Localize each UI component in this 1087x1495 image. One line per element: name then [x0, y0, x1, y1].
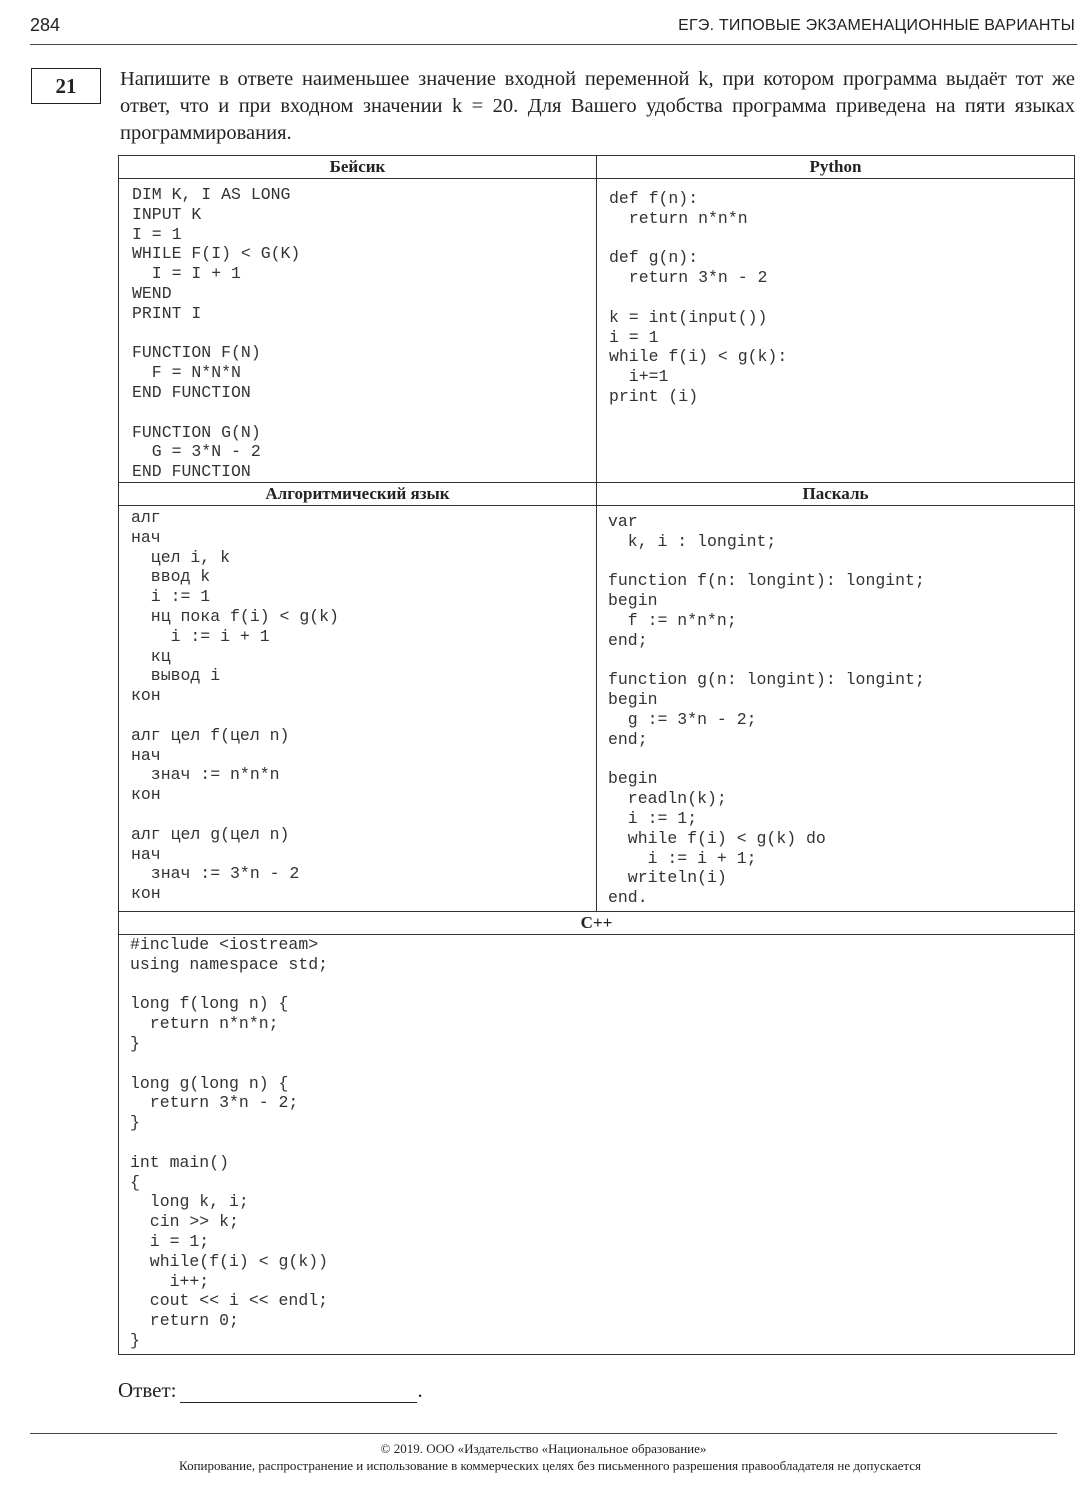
basic-code: DIM K, I AS LONG INPUT K I = 1 WHILE F(I) < G(K) I = I + 1 WEND PRINT I FUNCTION F(N) F = N*N*N END FUNCTION FUNCTION G(N) G = 3*N - 2 END FUNCTION: [132, 185, 301, 482]
python-code: def f(n): return n*n*n def g(n): return 3*n - 2 k = int(input()) i = 1 while f(i) < g(k): i+=1 print (i): [609, 189, 788, 406]
cpp-header: C++: [119, 912, 1075, 935]
cpp-cell: [119, 935, 1075, 1355]
answer-field[interactable]: [180, 1382, 417, 1403]
pascal-header: Паскаль: [597, 483, 1075, 506]
answer-suffix: .: [417, 1378, 423, 1402]
footer-divider: [30, 1433, 1057, 1434]
header-divider: [30, 44, 1077, 45]
task-number: 21: [55, 73, 77, 98]
basic-header: Бейсик: [119, 156, 597, 179]
footer-copyright: © 2019. ООО «Издательство «Национальное образование»: [380, 1441, 707, 1456]
basic-cell: [119, 179, 597, 483]
algo-code: алг нач цел i, k ввод k i := 1 нц пока f(i) < g(k) i := i + 1 кц вывод i кон алг цел f(цел n) нач знач := n*n*n кон алг цел g(цел n) нач знач := 3*n - 2 кон: [131, 508, 339, 904]
running-header-title: ЕГЭ. ТИПОВЫЕ ЭКЗАМЕНАЦИОННЫЕ ВАРИАНТЫ: [678, 17, 1075, 34]
page-number: 284: [30, 15, 61, 35]
pascal-code: var k, i : longint; function f(n: longint): longint; begin f := n*n*n; end; function g(n: longint): longint; begin g := 3*n - 2; end; begin readln(k); i := 1; while f(i) < g(k) do i := i + 1; writeln(i) end.: [608, 512, 925, 908]
python-cell: [597, 179, 1075, 483]
code-listings-table: [118, 155, 1075, 1355]
footer-notice: Копирование, распространение и использование в коммерческих целях без письменного разрешения правообладателя не допускается: [179, 1458, 921, 1473]
answer-row: [118, 1378, 423, 1403]
task-statement: Напишите в ответе наименьшее значение входной переменной k, при котором программа выдаёт тот же ответ, что и при входном значении k = 20. Для Вашего удобства программа приведена на пяти языках программирования.: [120, 68, 1075, 144]
task-number-box: [31, 68, 101, 104]
answer-label: Ответ:: [118, 1378, 177, 1402]
algo-cell: [119, 506, 597, 912]
python-header: Python: [597, 156, 1075, 179]
pascal-cell: [597, 506, 1075, 912]
algo-header: Алгоритмический язык: [119, 483, 597, 506]
cpp-code: #include <iostream> using namespace std; long f(long n) { return n*n*n; } long g(long n) { return 3*n - 2; } int main() { long k, i; cin >> k; i = 1; while(f(i) < g(k)) i++; cout << i << endl; return 0; }: [130, 935, 329, 1350]
